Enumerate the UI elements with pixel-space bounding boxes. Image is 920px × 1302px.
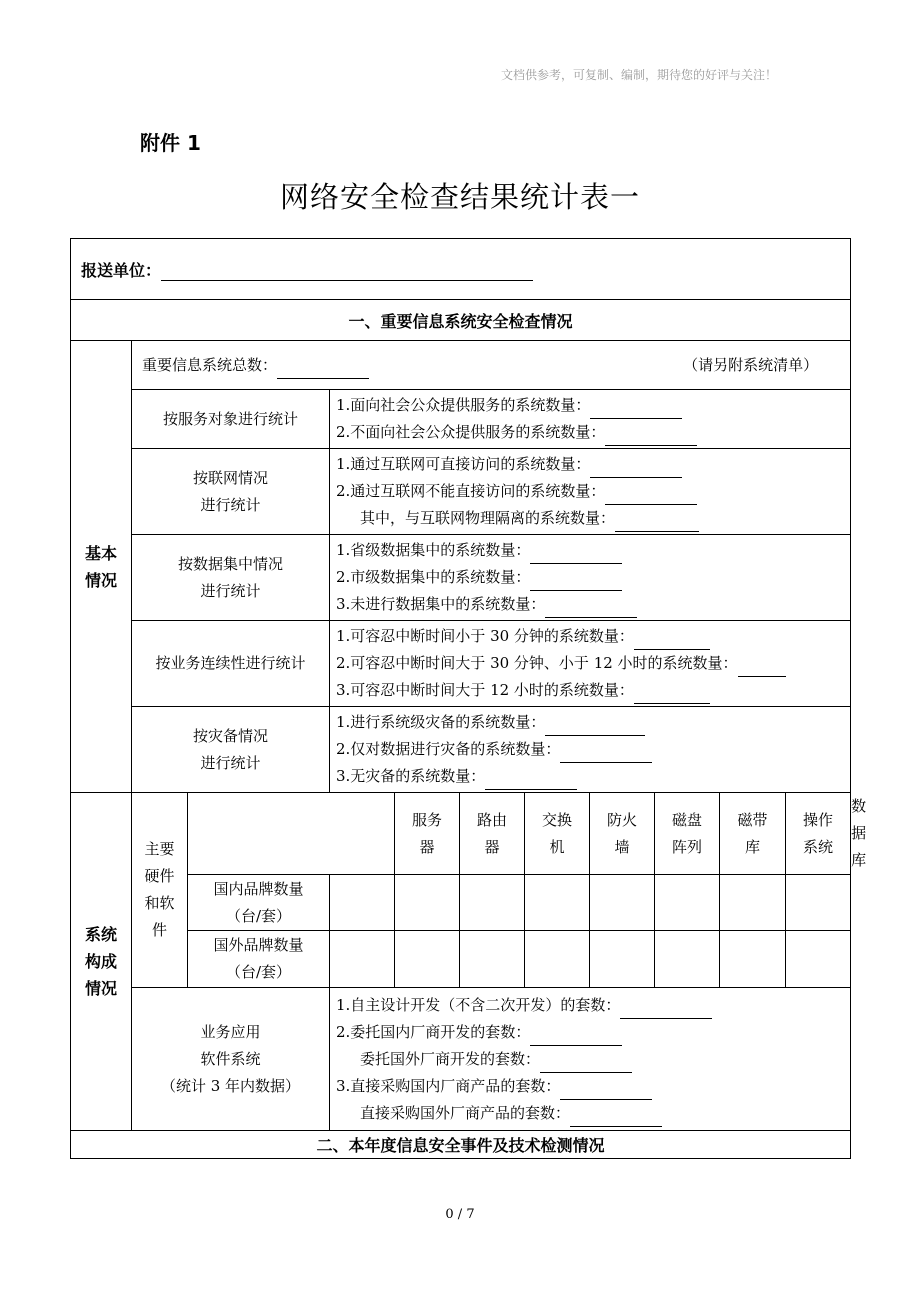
stats-disaster-recovery [330,707,851,793]
col-disk-array: 磁盘 阵列 [655,793,720,875]
count-cell[interactable] [655,931,720,988]
stat-line: 1.可容忍中断时间小于 30 分钟的系统数量： [336,627,634,645]
stat-field[interactable] [560,746,652,763]
category-business-continuity: 按业务连续性进行统计 [132,621,330,707]
stat-line: 直接采购国外厂商产品的套数： [360,1103,571,1122]
count-cell[interactable] [720,931,786,988]
stat-line: 1.通过互联网可直接访问的系统数量： [336,455,591,473]
stat-field[interactable] [605,429,697,446]
stat-field[interactable] [530,547,622,564]
count-cell[interactable] [720,875,786,931]
stat-line: 1.自主设计开发（不含二次开发）的套数： [336,995,621,1014]
category-service-target: 按服务对象进行统计 [132,390,330,449]
category-network: 按联网情况 进行统计 [132,449,330,535]
stat-line: 1.进行系统级灾备的系统数量： [336,713,546,731]
basic-info-label: 基本 情况 [71,341,132,793]
stat-field[interactable] [620,1002,712,1019]
count-cell[interactable] [460,875,525,931]
report-unit-row [71,239,851,300]
stats-business-continuity [330,621,851,707]
stat-line: 2.不面向社会公众提供服务的系统数量： [336,423,606,441]
col-router: 路由 器 [460,793,525,875]
stat-line: 其中，与互联网物理隔离的系统数量： [360,509,616,527]
document-title: 网络安全检查结果统计表一 [279,180,640,214]
total-systems-label: 重要信息系统总数： [142,355,278,374]
report-unit-label: 报送单位： [81,260,162,280]
count-cell[interactable] [330,931,395,988]
stat-field[interactable] [545,601,637,618]
count-cell[interactable] [786,875,851,931]
count-cell[interactable] [786,931,851,988]
stat-line: 2.通过互联网不能直接访问的系统数量： [336,482,606,500]
system-composition-label: 系统 构成 情况 [71,793,132,1131]
stat-field[interactable] [634,633,710,650]
page-number: 0 / 7 [445,1207,475,1222]
row-foreign-brands: 国外品牌数量 （台/套） [188,931,330,988]
count-cell[interactable] [590,875,655,931]
col-tape-library: 磁带 库 [720,793,786,875]
stat-field[interactable] [738,660,786,677]
stats-data-centralization [330,535,851,621]
col-switch: 交换 机 [525,793,590,875]
stat-line: 3.无灾备的系统数量： [336,767,486,785]
count-cell[interactable] [590,931,655,988]
stat-field[interactable] [530,1029,622,1046]
document-watermark: 文档供参考，可复制、编制，期待您的好评与关注！ [500,68,777,82]
stat-line: 2.可容忍中断时间大于 30 分钟、小于 12 小时的系统数量： [336,654,738,672]
col-firewall: 防火 墙 [590,793,655,875]
col-os: 操作 系统 [786,793,851,875]
category-data-centralization: 按数据集中情况 进行统计 [132,535,330,621]
row-domestic-brands: 国内品牌数量 （台/套） [188,875,330,931]
stat-field[interactable] [590,402,682,419]
count-cell[interactable] [330,875,395,931]
report-unit-field[interactable] [161,264,533,281]
stat-line: 委托国外厂商开发的套数： [360,1049,541,1068]
stats-service-target [330,390,851,449]
count-cell[interactable] [395,875,460,931]
stat-field[interactable] [545,719,645,736]
stat-field[interactable] [530,574,622,591]
stat-line: 3.可容忍中断时间大于 12 小时的系统数量： [336,681,634,699]
stat-field[interactable] [605,488,697,505]
section1-title: 一、重要信息系统安全检查情况 [71,300,851,341]
category-disaster-recovery: 按灾备情况 进行统计 [132,707,330,793]
stat-line: 2.委托国内厂商开发的套数： [336,1022,531,1041]
business-app-stats [330,988,851,1131]
count-cell[interactable] [395,931,460,988]
corner-cell [188,793,395,875]
stat-field[interactable] [634,687,710,704]
stats-network [330,449,851,535]
stat-field[interactable] [570,1110,662,1127]
stat-line: 1.面向社会公众提供服务的系统数量： [336,396,591,414]
business-app-label: 业务应用 软件系统 （统计 3 年内数据） [132,988,330,1131]
count-cell[interactable] [655,875,720,931]
stat-field[interactable] [615,515,699,532]
count-cell[interactable] [525,931,590,988]
col-server: 服务 器 [395,793,460,875]
stat-field[interactable] [560,1083,652,1100]
total-systems-field[interactable] [277,362,369,379]
stat-field[interactable] [540,1056,632,1073]
count-cell[interactable] [460,931,525,988]
total-systems-row [132,341,851,390]
stat-line: 3.直接采购国内厂商产品的套数： [336,1076,561,1095]
stat-line: 3.未进行数据集中的系统数量： [336,595,546,613]
count-cell[interactable] [525,875,590,931]
section2-title: 二、本年度信息安全事件及技术检测情况 [71,1131,851,1159]
stat-line: 2.市级数据集中的系统数量： [336,568,531,586]
attachment-label: 附件 1 [140,131,201,155]
hw-sw-label: 主要 硬件 和软 件 [132,793,188,988]
statistics-form-table: 报送单位： 一、重要信息系统安全检查情况 基本 情况 重要信息系统总数： （请另附系统清单） 按服务对象进行统计 1.面向社会公众提供服务的系统数量： 2.不面向社会公众提供服务的系统数量： 按联网情况 进行统计 1.通过互联网可直接访问的系统数量： 2.通过互联网不能直接访问的系统数量： 其中，与互联网物理隔离的系统数量： 按数据集中情况 进行统计 1.省级数据集中的系统数量： 2.市级数据集中的系统数量： 3.未进行数据集中的系统数量： 按业务连续性进行统计 1.可容忍中断时间小于 30 分钟的系统数量： 2.可容忍中断时间大于 30 分钟、小于 12 小时的系统数量： 3.可容忍中断时间大于 12 小时的系统数量： 按灾备情况 进行统计 1.进行系统级灾备的系统数量： 2.仅对数据进行灾备的系统数量： 3.无灾备的系统数量： 系统 构成 情况 主要 硬件 和软 件 服务 器 路由 器 交换 机 防火 墙 磁盘 阵列 磁带 库 操作 系统 数据 库 国内品牌数量 （台/套） 国外品牌数量 （台/套） 业务应用 软件系统 （统计 3 年内数据） 1.自主设计开发（不含二次开发）的套数： 2.委托国内厂商开发的套数： 委托国外厂商开发的套数： 3.直接采购国内厂商产品的套数： 直接采购国外厂商产品的套数： 二、本年度信息安全事件及技术检测情况 [70,238,851,1159]
total-systems-note: （请另附系统清单） [683,355,819,374]
stat-field[interactable] [485,773,577,790]
stat-line: 2.仅对数据进行灾备的系统数量： [336,740,561,758]
stat-field[interactable] [590,461,682,478]
stat-line: 1.省级数据集中的系统数量： [336,541,531,559]
